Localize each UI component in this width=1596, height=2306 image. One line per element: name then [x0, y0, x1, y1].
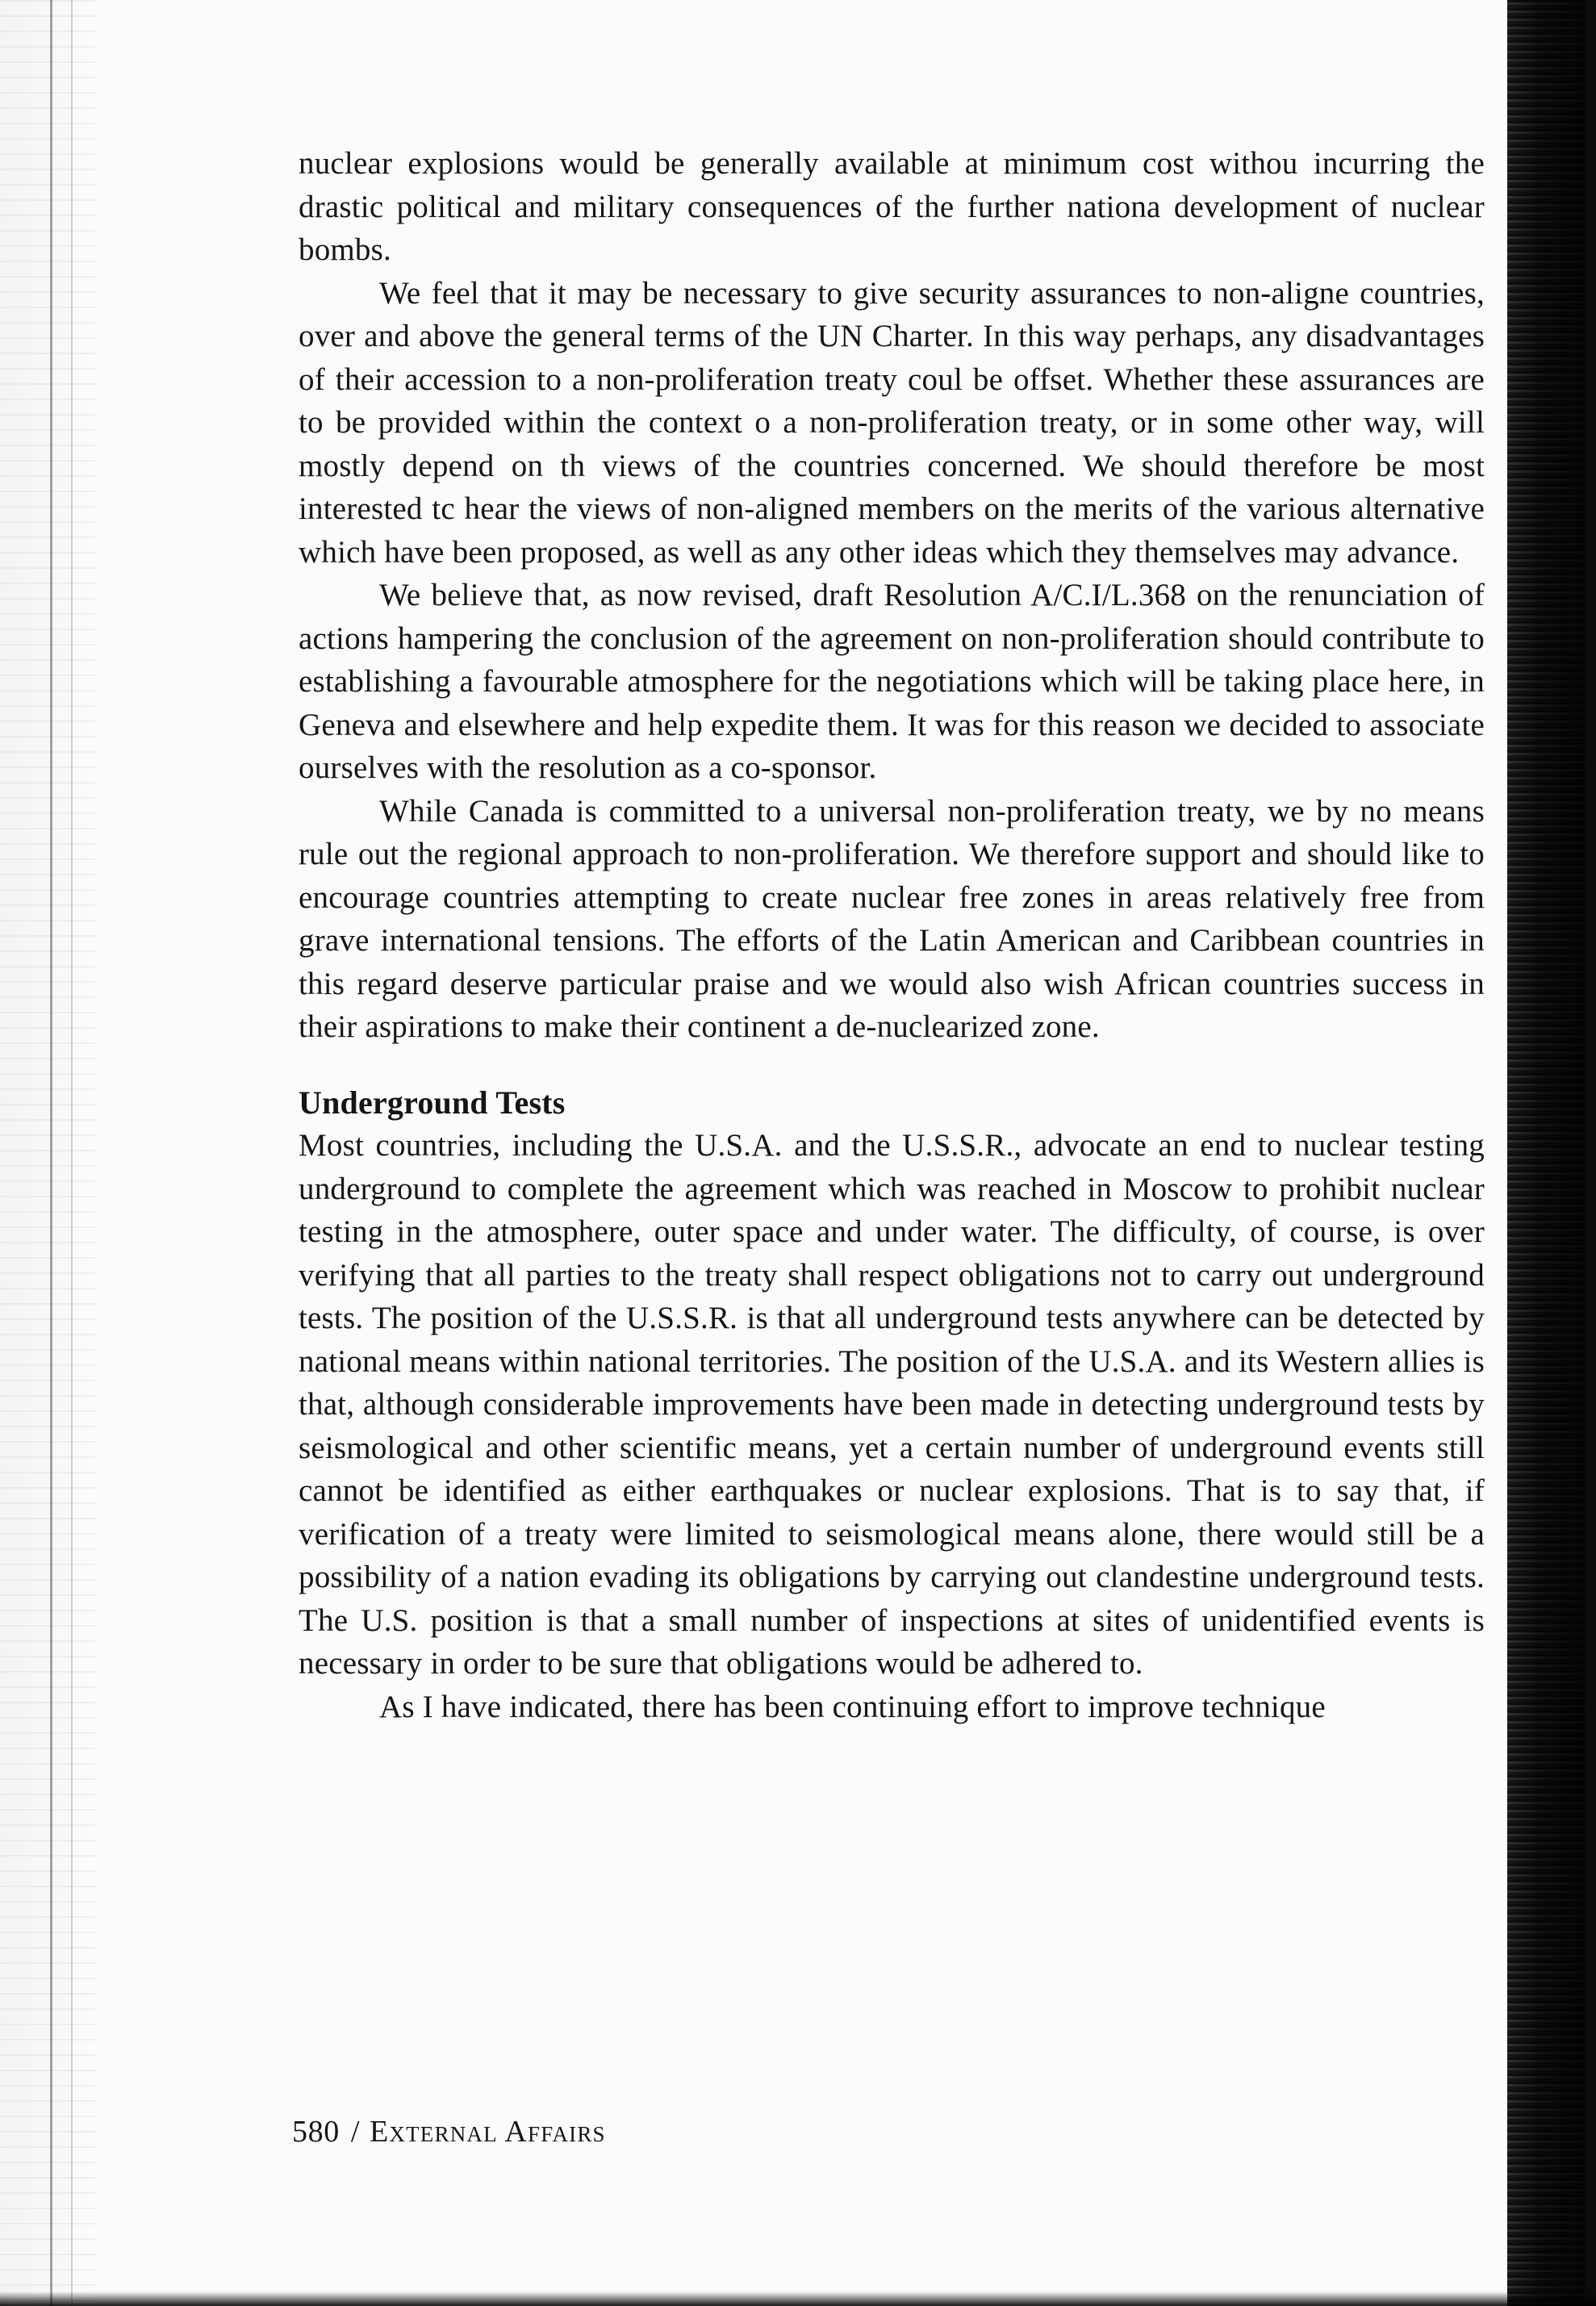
paragraph-techniques: As I have indicated, there has been continuing effort to improve technique: [379, 1689, 1326, 1724]
book-binding-edge: [1507, 0, 1586, 2306]
paragraph-continuation: nuclear explosions would be generally available at minimum cost withou incurring the drastic political and military consequences of the further nationa development of nuclear bombs.: [299, 146, 1485, 267]
left-margin-rule: [50, 0, 52, 2306]
page-footer: [292, 2112, 606, 2151]
book-binding-dark-edge: [1585, 0, 1596, 2306]
article-text: [299, 142, 1485, 1728]
footer-separator: /: [350, 2115, 360, 2149]
paragraph-underground-tests: Most countries, including the U.S.A. and the U.S.S.R., advocate an end to nuclear testing underground to complete the agreement which was reached in Moscow to prohibit nuclear testing in the atmosphere, outer space and under water. The difficulty, of course, is over verifying that all parties to the treaty shall respect obligations not to carry out underground tests. The position of the U.S.S.R. is that all underground tests anywhere can be detected by national means within national territories. The position of the U.S.A. and its Western allies is that, although considerable improvements have been made in detecting underground tests by seismological and other scientific means, yet a certain number of underground events still cannot be identified as either earthquakes or nuclear explosions. That is to say that, if verification of a treaty were limited to seismological means alone, there would still be a possibility of a nation evading its obligations by carrying out clandestine underground tests. The U.S. position is that a small number of inspections at sites of unidentified events is necessary in order to be sure that obligations would be adhered to.: [299, 1128, 1485, 1681]
paragraph-regional-approach: While Canada is committed to a universal non-proliferation treaty, we by no means rule out the regional approach to non-proliferation. We therefore support and should like to encourage countries attempting to create nuclear free zones in areas relatively free from grave international tensions. The efforts of the Latin American and Caribbean countries in this regard deserve particular praise and we would also wish African countries success in their aspirations to make their continent a de-nuclearized zone.: [299, 793, 1485, 1044]
paragraph-draft-resolution: We believe that, as now revised, draft Resolution A/C.I/L.368 on the renunciation of actions hampering the conclusion of the agreement on non-proliferation should contribute to establishing a favourable atmosphere for the negotiations which will be taking place here, in Geneva and elsewhere and help expedite them. It was for this reason we decided to associate ourselves with the resolution as a co-sponsor.: [299, 578, 1485, 785]
page-number: 580: [292, 2115, 340, 2149]
section-heading: Underground Tests: [299, 1084, 566, 1121]
left-margin-rule-secondary: [71, 0, 73, 2306]
page-bottom-shadow: [0, 2291, 1596, 2306]
left-margin-speckle: [0, 0, 97, 2306]
publication-title: External Affairs: [369, 2115, 606, 2149]
paragraph-security-assurances: We feel that it may be necessary to give security assurances to non-aligne countries, over and above the general terms of the UN Charter. In this way perhaps, any disadvantages of their accession to a non-proliferation treaty coul be offset. Whether these assurances are to be provided within the context o a non-proliferation treaty, or in some other way, will mostly depend on th views of the countries concerned. We should therefore be most interested tc hear the views of non-aligned members on the merits of the various alternative which have been proposed, as well as any other ideas which they themselves may advance.: [299, 275, 1485, 570]
